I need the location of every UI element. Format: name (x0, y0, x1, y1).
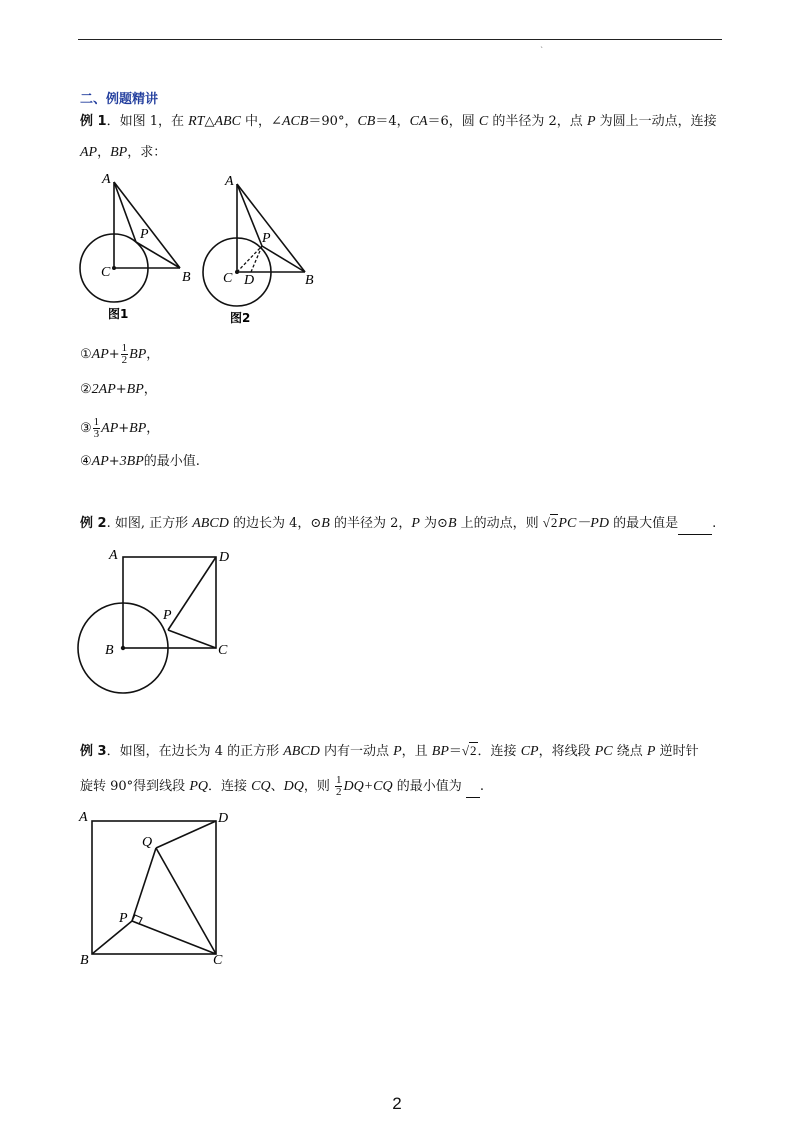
label-a: A (79, 810, 88, 825)
point-c (112, 266, 116, 270)
ex3-label: 例 3 (80, 744, 107, 759)
segment-pc (168, 630, 216, 648)
dashed-cp (237, 246, 262, 272)
segment-qd (156, 821, 216, 848)
label-b: B (80, 953, 89, 968)
label-c: C (213, 953, 223, 968)
label-p: P (140, 227, 149, 242)
ex3-figure (72, 806, 242, 970)
ex1-figure-2 (196, 166, 326, 326)
segment-ab (114, 182, 180, 268)
dashed-dp (251, 246, 262, 272)
segment-pq (132, 848, 156, 921)
ex1-line2: AP，BP，求： (80, 145, 167, 160)
label-d-2: D (244, 273, 255, 288)
ex1-item-1: ①AP+ $\frac{1}{2}$ BP， (80, 342, 160, 366)
segment-pc (132, 921, 216, 954)
ex1-item-2: ②2AP+BP， (80, 382, 157, 397)
fraction-half: $\frac{1}{2}$ (121, 342, 128, 366)
label-c-2: C (223, 271, 233, 286)
label-a: A (109, 548, 118, 563)
fig2-caption: 图2 (230, 311, 251, 325)
ex3-line2: 旋转 90°得到线段 PQ．连接 CQ、DQ，则 $\frac{1}{2}$ DQ+CQ 的最小值为 . (80, 774, 484, 798)
ex1-figure-1 (70, 166, 210, 322)
label-b: B (182, 270, 191, 285)
header-rule (78, 39, 722, 40)
segment-ap (114, 182, 136, 242)
ex1-item-4: ④AP+3BP的最小值. (80, 454, 200, 469)
ex2-figure (72, 540, 242, 700)
ex3-line1: 例 3．如图，在边长为 4 的正方形 ABCD 内有一动点 P，且 BP＝√2．连接 CP，将线段 PC 绕点 P 逆时针 (80, 743, 699, 759)
segment-bp (136, 242, 180, 268)
ex2-text: 例 2. 如图, 正方形 ABCD 的边长为 4，⊙B 的半径为 2，P 为⊙B 上的动点，则 √2PC－PD 的最大值是 . (80, 513, 716, 535)
label-p: P (119, 911, 128, 926)
label-p: P (163, 608, 172, 623)
header-mark: ` (540, 46, 544, 55)
answer-blank[interactable] (678, 514, 712, 535)
label-d: D (219, 550, 230, 565)
fig1-caption: 图1 (108, 307, 129, 321)
page-number: 2 (392, 1094, 402, 1113)
fraction-third: $\frac{1}{3}$ (93, 416, 100, 440)
label-d: D (218, 811, 229, 826)
ex2-label: 例 2 (80, 516, 107, 531)
segment-ap-2 (237, 184, 262, 246)
ex1-item-3: ③ $\frac{1}{3}$ AP+BP， (80, 416, 160, 440)
label-c: C (101, 265, 111, 280)
square-abcd (123, 557, 216, 648)
segment-qc (156, 848, 216, 954)
section-title: 二、例题精讲 (80, 92, 159, 107)
label-a: A (102, 172, 111, 187)
segment-pd (168, 557, 216, 630)
segment-ab-2 (237, 184, 305, 272)
answer-blank-ex3[interactable] (466, 777, 480, 798)
label-p-2: P (262, 231, 271, 246)
label-a-2: A (225, 174, 234, 189)
point-c-2 (235, 270, 239, 274)
point-b (121, 646, 125, 650)
label-b: B (105, 643, 114, 658)
fraction-half-ex3: $\frac{1}{2}$ (335, 774, 342, 798)
label-c: C (218, 643, 228, 658)
square-abcd-ex3 (92, 821, 216, 954)
sqrt-two-ex3: √2 (461, 743, 477, 758)
sqrt-two: √2 (542, 515, 558, 530)
label-b-2: B (305, 273, 314, 288)
ex1-label: 例 1 (80, 114, 107, 129)
ex1-line1: 例 1．如图 1，在 RT△ABC 中，∠ACB＝90°，CB＝4，CA＝6，圆 C 的半径为 2，点 P 为圆上一动点，连接 (80, 114, 717, 129)
label-q: Q (142, 835, 153, 850)
